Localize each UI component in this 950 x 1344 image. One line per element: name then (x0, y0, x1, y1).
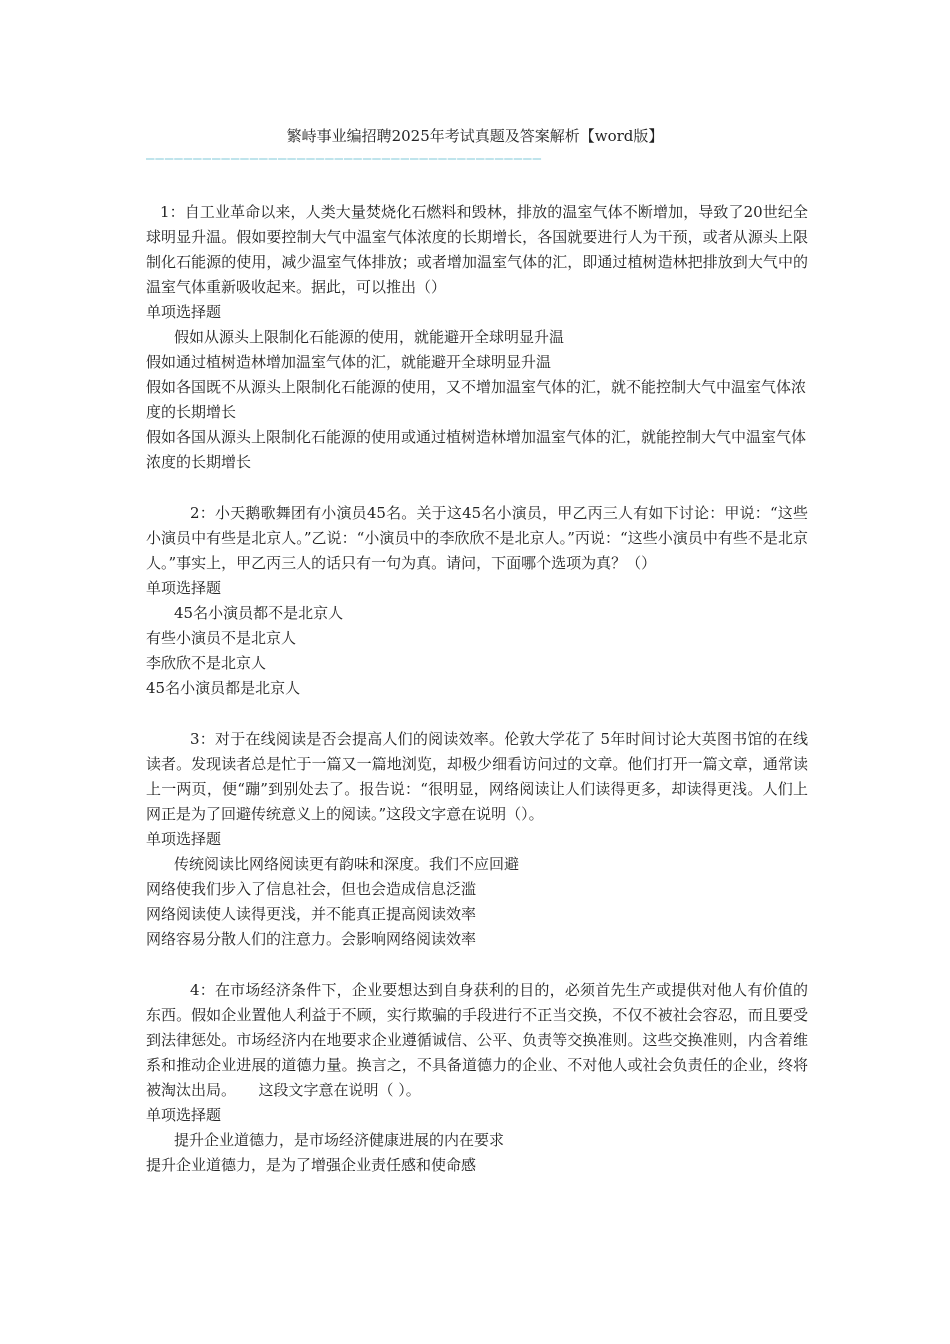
question-type: 单项选择题 (146, 1106, 222, 1124)
question-type: 单项选择题 (146, 303, 222, 321)
option-c: 网络阅读使人读得更浅，并不能真正提高阅读效率 (146, 905, 477, 923)
question-stem (146, 978, 808, 1103)
question-type: 单项选择题 (146, 579, 222, 597)
option-d: 45名小演员都是北京人 (146, 679, 301, 697)
option-b: 提升企业道德力，是为了增强企业责任感和使命感 (146, 1156, 477, 1174)
option-c: 假如各国既不从源头上限制化石能源的使用，又不增加温室气体的汇，就不能控制大气中温室气体浓度的长期增长 (146, 378, 807, 421)
option-a: 提升企业道德力，是市场经济健康进展的内在要求 (174, 1131, 505, 1149)
option-d: 网络容易分散人们的注意力。会影响网络阅读效率 (146, 930, 477, 948)
option-b: 有些小演员不是北京人 (146, 629, 297, 647)
question-stem (146, 727, 808, 827)
question-2 (146, 501, 808, 701)
option-c: 李欣欣不是北京人 (146, 654, 267, 672)
option-b: 假如通过植树造林增加温室气体的汇，就能避开全球明显升温 (146, 353, 552, 371)
question-type: 单项选择题 (146, 830, 222, 848)
option-a: 传统阅读比网络阅读更有韵味和深度。我们不应回避 (174, 855, 520, 873)
question-stem (146, 200, 808, 300)
question-stem (146, 501, 808, 576)
question-number: 1： (160, 203, 185, 221)
question-text: 在市场经济条件下，企业要想达到自身获利的目的，必须首先生产或提供对他人有价值的东西。假如企业置他人利益于不顾，实行欺骗的手段进行不正当交换，不仅不被社会容忍，而且要受到法律惩处。市场经济内在地要求企业遵循诚信、公平、负责等交换准则。这些交换准则，内含着维系和推动企业进展的道德力量。换言之，不具备道德力的企业、不对他人或社会负责任的企业，终将被淘汰出局。 这段文字意在说明（ ）。 (146, 981, 808, 1099)
question-1 (146, 200, 808, 475)
question-text: 自工业革命以来，人类大量焚烧化石燃料和毁林，排放的温室气体不断增加，导致了20世纪全球明显升温。假如要控制大气中温室气体浓度的长期增长，各国就要进行人为干预，或者从源头上限制化石能源的使用，减少温室气体排放；或者增加温室气体的汇，即通过植树造林把排放到大气中的温室气体重新吸收起来。据此，可以推出（） (146, 203, 809, 296)
option-a: 45名小演员都不是北京人 (174, 604, 344, 622)
option-b: 网络使我们步入了信息社会，但也会造成信息泛滥 (146, 880, 477, 898)
question-number: 2： (190, 504, 215, 522)
option-a: 假如从源头上限制化石能源的使用，就能避开全球明显升温 (174, 328, 565, 346)
question-text: 对于在线阅读是否会提高人们的阅读效率。伦敦大学花了 5年时间讨论大英图书馆的在线读者。发现读者总是忙于一篇又一篇地浏览，却极少细看访问过的文章。他们打开一篇文章，通常读上一两页，便“蹦”到别处去了。报告说：“很明显，网络阅读让人们读得更多，却读得更浅。人们上网正是为了回避传统意义上的阅读。”这段文字意在说明（）。 (146, 730, 808, 823)
question-number: 4： (190, 981, 215, 999)
document-title: 繁峙事业编招聘2025年考试真题及答案解析【word版】 (286, 127, 664, 145)
question-4 (146, 978, 808, 1178)
question-number: 3： (190, 730, 215, 748)
option-d: 假如各国从源头上限制化石能源的使用或通过植树造林增加温室气体的汇，就能控制大气中温室气体浓度的长期增长 (146, 428, 807, 471)
question-list (146, 200, 808, 1204)
question-3 (146, 727, 808, 952)
title-divider: —————————————————————————————————————————— (146, 151, 543, 167)
question-text: 小天鹅歌舞团有小演员45名。关于这45名小演员，甲乙丙三人有如下讨论：甲说：“这些小演员中有些是北京人。”乙说：“小演员中的李欣欣不是北京人。”丙说：“这些小演员中有些不是北京人。”事实上，甲乙丙三人的话只有一句为真。请问，下面哪个选项为真？（） (146, 504, 808, 572)
